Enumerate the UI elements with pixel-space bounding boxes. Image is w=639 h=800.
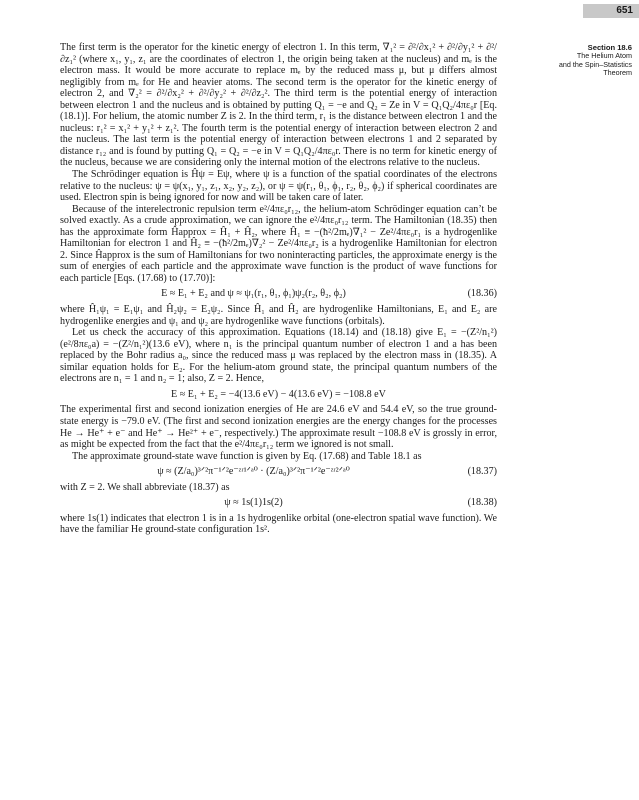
paragraph: where 1s(1) indicates that electron 1 is in a 1s hydrogenlike orbital (one-electron spatial wave function). We have the familiar He ground-state configuration 1s². <box>60 512 497 536</box>
paragraph: The approximate ground-state wave function is given by Eq. (17.68) and Table 18.1 as <box>72 450 422 462</box>
equation-body: ψ ≈ 1s(1)1s(2) <box>224 497 283 509</box>
equation-number: (18.37) <box>467 466 497 478</box>
section-title-line-3: Theorem <box>603 67 632 77</box>
paragraph: The Schrödinger equation is Ĥψ = Eψ, where ψ is a function of the spatial coordinates of the electrons relative to the nucleus: ψ = ψ(x₁, y₁, z₁, x₂, y₂, z₂), or ψ = ψ(r₁, θ₁, ϕ₁, r₂, θ₂, ϕ₂) if spherical coordinates are used. Electron spin is being ignored for now and will be taken care of later. <box>60 169 497 204</box>
paragraph: The first term is the operator for the kinetic energy of electron 1. In this term, ∇₁² = ∂²/∂x₁² + ∂²/∂y₁² + ∂²/∂z₁² (where x₁, y₁, z₁ are the coordinates of electron 1, the origin being taken at the nucleus) and mₑ is the electron mass. It would be more accurate to replace mₑ by the reduced mass μ, but μ differs almost negligibly from mₑ for He and heavier atoms. The second term is the operator for the kinetic energy of electron 2, and ∇₂² = ∂²/∂x₂² + ∂²/∂y₂² + ∂²/∂z₂². The third term is the potential energy of interaction between electron 1 and the nucleus and is obtained by putting Q₁ = −e and Q₂ = Ze in V = Q₁Q₂/4πε₀r [Eq. (18.1)]. For helium, the atomic number Z is 2. In the third term, r₁ is the distance between electron 1 and the nucleus: r₁² = x₁² + y₁² + z₁². The fourth term is the potential energy of interaction between electron 2 and the nucleus. The last term is the potential energy of interaction between electrons 1 and 2 separated by distance r₁₂ and is found by putting Q₁ = Q₂ = −e in V = Q₁Q₂/4πε₀r. There is no term for kinetic energy of the nucleus, because we are considering only the internal motion of the electrons relative to the nucleus. <box>60 42 497 169</box>
equation-body: ψ ≈ (Z/a₀)³ᐟ²π⁻¹ᐟ²e⁻ᶻʳ¹ᐟᵃ⁰ · (Z/a₀)³ᐟ²π⁻¹ᐟ²e⁻ᶻʳ²ᐟᵃ⁰ <box>157 466 350 478</box>
equation-18-36 <box>60 288 497 300</box>
equation-18-38 <box>60 497 497 509</box>
equation-body: E ≈ E₁ + E₂ = −4(13.6 eV) − 4(13.6 eV) = −108.8 eV <box>171 388 386 400</box>
equation-energy <box>60 389 497 401</box>
page-number: 651 <box>583 4 639 18</box>
section-sidebar <box>500 44 632 77</box>
section-title-line-1: The Helium Atom <box>576 51 632 61</box>
section-title-line-2: and the Spin–Statistics <box>558 59 632 69</box>
equation-body: E ≈ E₁ + E₂ and ψ ≈ ψ₁(r₁, θ₁, ϕ₁)ψ₂(r₂, θ₂, ϕ₂) <box>161 288 346 300</box>
body-text <box>60 42 497 536</box>
paragraph: where Ĥ₁ψ₁ = E₁ψ₁ and Ĥ₂ψ₂ = E₂ψ₂. Since Ĥ₁ and Ĥ₂ are hydrogenlike Hamiltonians, E₁ and E₂ are hydrogenlike energies and ψ₁ and ψ₂ are hydrogenlike wave functions (orbitals). <box>60 304 497 327</box>
paragraph: Let us check the accuracy of this approximation. Equations (18.14) and (18.18) give E₁ = −(Z²/n₁²)(e²/8πε₀a) = −(Z²/n₁²)(13.6 eV), where n₁ is the principal quantum number of electron 1 and a has been replaced by the Bohr radius a₀, since the reduced mass μ was replaced by the electron mass in (18.35). A similar equation holds for E₂. For the helium-atom ground state, the principal quantum numbers of the electrons are n₁ = 1 and n₂ = 1; also, Z = 2. Hence, <box>60 327 497 385</box>
equation-number: (18.38) <box>467 497 497 509</box>
paragraph: with Z = 2. We shall abbreviate (18.37) as <box>60 481 230 493</box>
paragraph: Because of the interelectronic repulsion term e²/4πε₀r₁₂, the helium-atom Schrödinger equation can’t be solved exactly. As a crude approximation, we can ignore the e²/4πε₀r₁₂ term. The Hamiltonian (18.35) then has the approximate form Ĥapprox = Ĥ₁ + Ĥ₂, where Ĥ₁ ≡ −(ħ²/2mₑ)∇₁² − Ze²/4πε₀r₁ is a hydrogenlike Hamiltonian for electron 1 and Ĥ₂ ≡ −(ħ²/2mₑ)∇₂² − Ze²/4πε₀r₂ is a hydrogenlike Hamiltonian for electron 2. Since Ĥapprox is the sum of Hamiltonians for two noninteracting particles, the approximate energy is the sum of energies of each particle and the approximate wave function is the product of wave functions for each particle [Eqs. (17.68) to (17.70)]: <box>60 203 497 284</box>
equation-number: (18.36) <box>467 288 497 300</box>
equation-18-37 <box>60 466 497 478</box>
paragraph: The experimental first and second ionization energies of He are 24.6 eV and 54.4 eV, so the true ground-state energy is −79.0 eV. (The first and second ionization energies are the energy changes for the processes He → He⁺ + e⁻ and He⁺ → He²⁺ + e⁻, respectively.) The approximate result −108.8 eV is grossly in error, as might be expected from the fact that the e²/4πε₀r₁₂ term we ignored is not small. <box>60 404 497 451</box>
section-number: Section 18.6 <box>587 43 632 52</box>
